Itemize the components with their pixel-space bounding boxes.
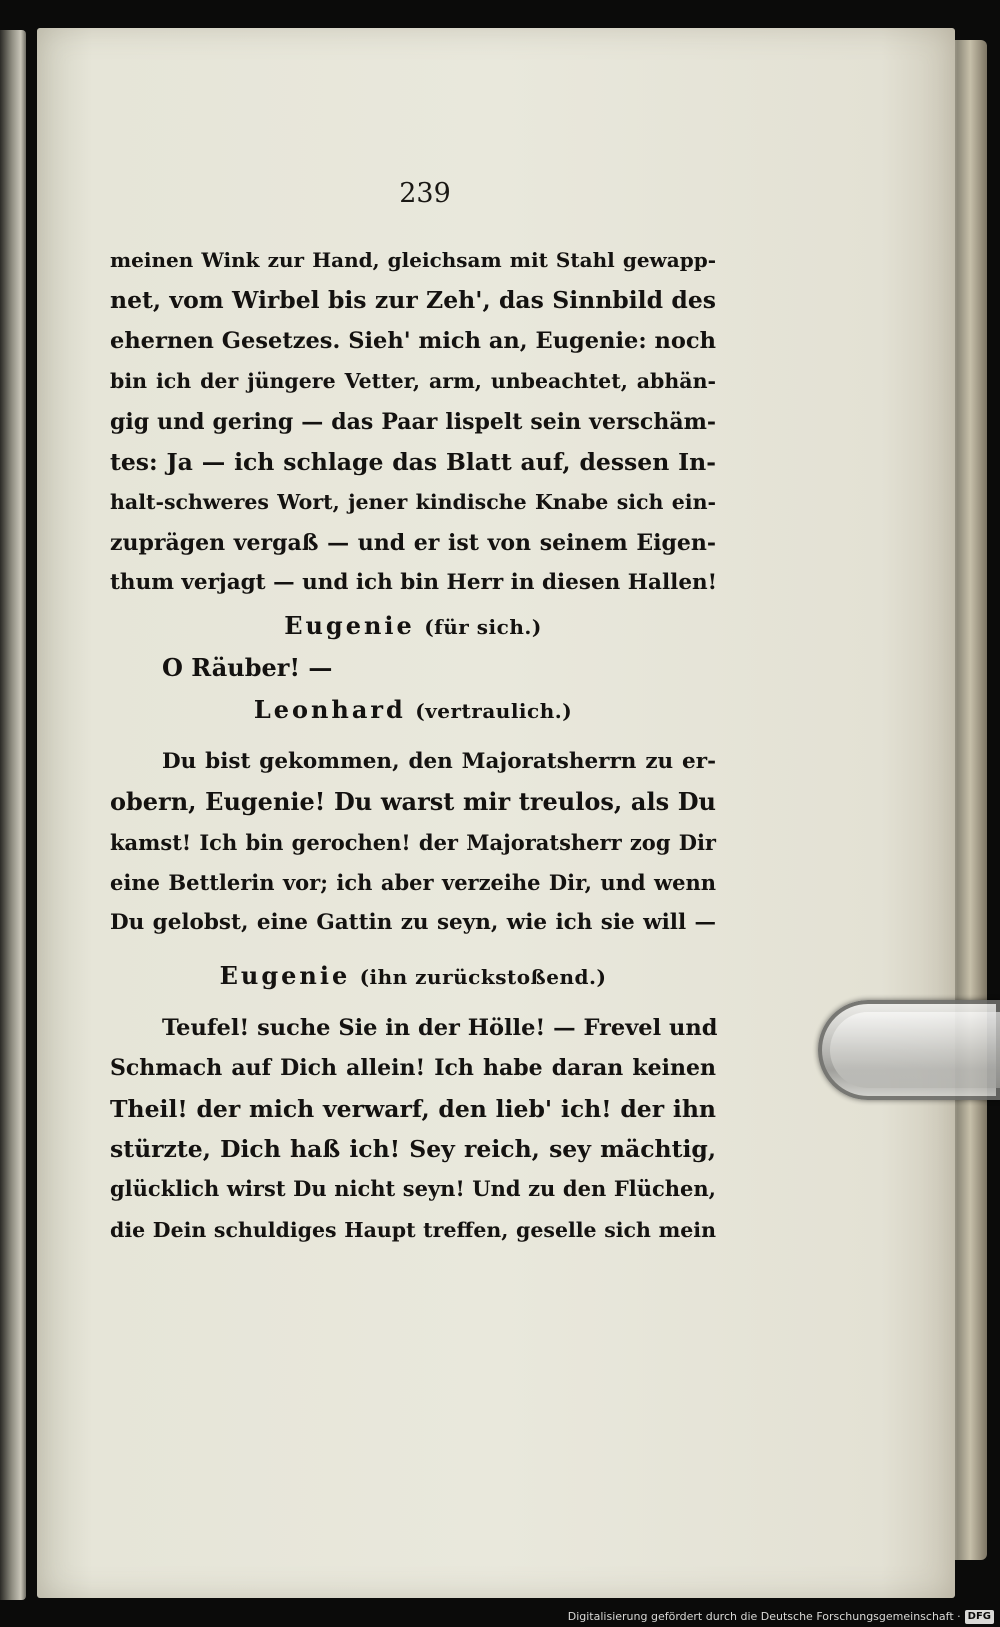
text-line: ehernen Gesetzes. Sieh' mich an, Eugenie: noch	[110, 327, 716, 354]
text-line: O Räuber! —	[162, 652, 333, 682]
text-line: gig und gering — das Paar lispelt sein verschäm-	[110, 408, 716, 435]
text-line: tes: Ja — ich schlage das Blatt auf, dessen In-	[110, 447, 716, 476]
text-line: net, vom Wirbel bis zur Zeh', das Sinnbild des	[110, 286, 716, 315]
text-line: Theil! der mich verwarf, den lieb' ich! der ihn	[110, 1094, 716, 1123]
spacer	[110, 732, 716, 742]
spacer	[110, 944, 716, 954]
credit-text: Digitalisierung gefördert durch die Deutsche Forschungsgemeinschaft ·	[567, 1610, 961, 1623]
text-line: obern, Eugenie! Du warst mir treulos, als Du	[110, 787, 716, 817]
speaker-heading-eugenie	[110, 954, 716, 998]
text-line: Teufel! suche Sie in der Hölle! — Frevel und	[162, 1014, 718, 1041]
text-line: eine Bettlerin vor; ich aber verzeihe Dir, und wenn	[110, 870, 716, 896]
text-line: halt-schweres Wort, jener kindische Knabe sich ein-	[110, 490, 716, 515]
text-line: kamst! Ich bin gerochen! der Majoratsherr zog Dir	[110, 829, 716, 855]
page-clip-highlight	[830, 1012, 1000, 1088]
speaker-name: Leonhard	[253, 694, 406, 724]
page-text	[110, 240, 716, 1250]
text-line: Du gelobst, eine Gattin zu seyn, wie ich sie will —	[110, 910, 716, 936]
text-line: bin ich der jüngere Vetter, arm, unbeachtet, abhän-	[110, 369, 716, 394]
page-clip	[818, 1000, 1000, 1100]
text-line: die Dein schuldiges Haupt treffen, geselle sich mein	[110, 1217, 716, 1242]
previous-page-edge	[0, 30, 26, 1600]
text-line: meinen Wink zur Hand, gleichsam mit Stahl gewapp-	[110, 248, 716, 272]
speaker-heading-eugenie	[110, 604, 716, 648]
stage-direction: (vertraulich.)	[415, 698, 573, 723]
text-line: thum verjagt — und ich bin Herr in diesen Hallen!	[110, 570, 718, 596]
page-number: 239	[399, 178, 451, 209]
spacer	[110, 998, 716, 1008]
stage-direction: (ihn zurückstoßend.)	[359, 964, 607, 989]
stage-direction: (für sich.)	[424, 614, 542, 639]
speaker-heading-leonhard	[110, 688, 716, 732]
speaker-name: Eugenie	[284, 610, 415, 640]
text-line: Du bist gekommen, den Majoratsherrn zu er-	[162, 748, 716, 774]
dfg-logo: DFG	[965, 1610, 994, 1624]
text-line: Schmach auf Dich allein! Ich habe daran keinen	[110, 1055, 716, 1082]
text-line: glücklich wirst Du nicht seyn! Und zu den Flüchen,	[110, 1176, 716, 1202]
speaker-name: Eugenie	[219, 960, 351, 990]
text-line: stürzte, Dich haß ich! Sey reich, sey mächtig,	[110, 1135, 716, 1164]
digitization-credit	[560, 1606, 1000, 1627]
text-line: zuprägen vergaß — und er ist von seinem Eigen-	[110, 529, 716, 556]
